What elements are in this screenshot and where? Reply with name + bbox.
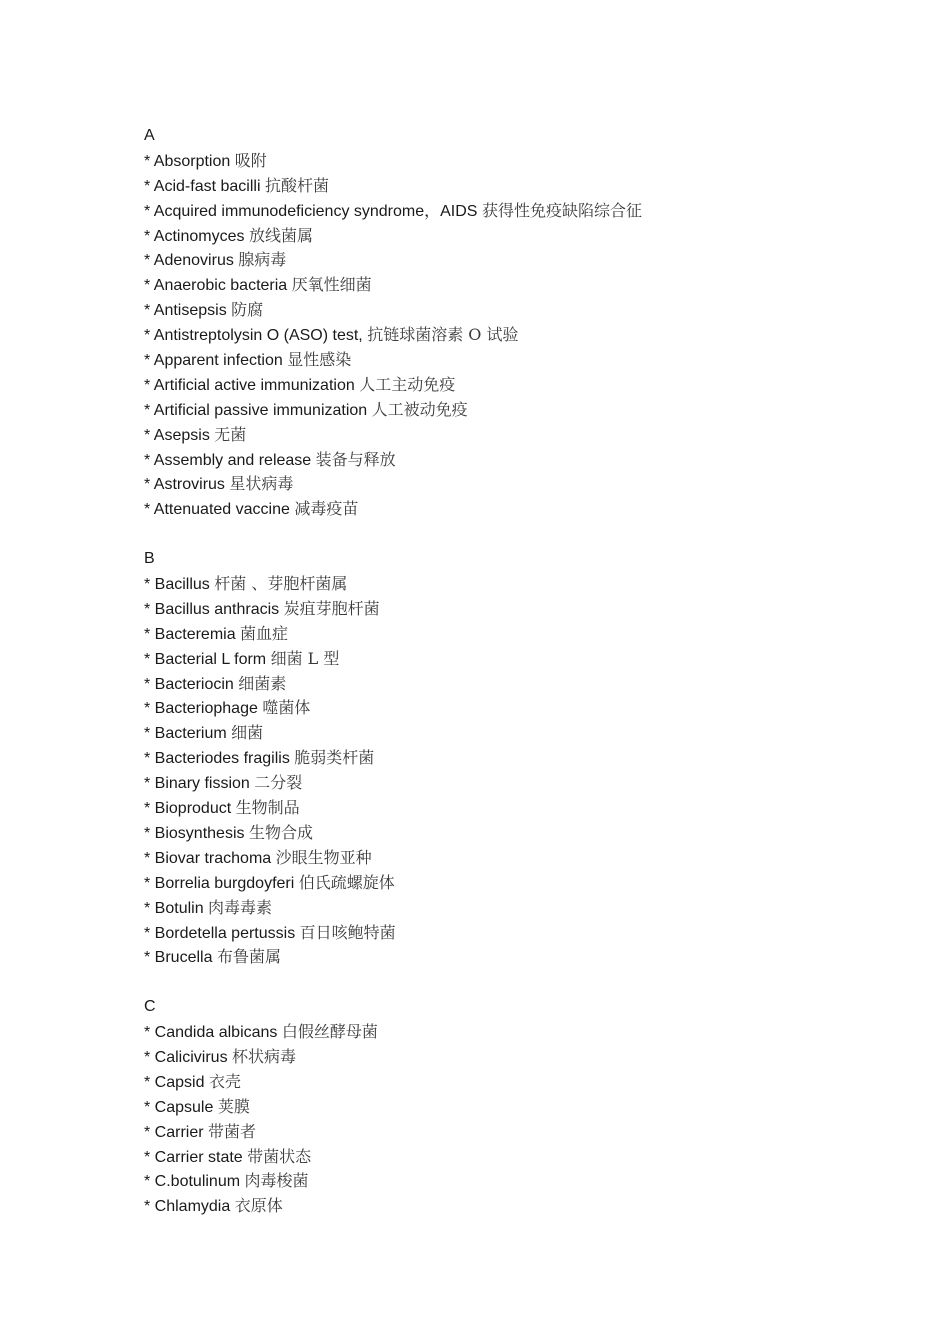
entry-english: * Acid-fast bacilli [144,177,261,195]
entry-english: * Adenovirus [144,252,234,270]
entry-english: * Antisepsis [144,302,227,320]
section-c [144,995,904,1219]
glossary-entry [144,472,904,497]
glossary-entry [144,1045,904,1070]
entry-chinese: 菌血症 [240,623,289,643]
entry-english: * Absorption [144,152,231,170]
glossary-entry [144,846,904,871]
glossary-entry [144,348,904,373]
glossary-entry [144,1120,904,1145]
entry-english: * Calicivirus [144,1048,228,1066]
glossary-entry [144,771,904,796]
entry-chinese: 带菌者 [208,1121,257,1141]
glossary-entry [144,149,904,174]
entry-english: * Brucella [144,949,213,967]
entry-chinese: 杆菌 、芽胞杆菌属 [214,574,348,594]
entry-chinese: 炭疽芽胞杆菌 [283,598,380,618]
entry-chinese: 衣壳 [208,1071,241,1091]
glossary-entry [144,821,904,846]
glossary-entry [144,672,904,697]
entry-chinese: 防腐 [231,300,264,320]
glossary-entry [144,721,904,746]
glossary-entry [144,696,904,721]
entry-english: * Botulin [144,899,204,917]
entry-chinese: 细菌 [231,723,264,743]
entry-english: * Acquired immunodeficiency syndrome，AIDS [144,202,478,220]
entry-english: * Capsule [144,1098,214,1116]
entry-english: * Astrovirus [144,476,225,494]
glossary-entry [144,423,904,448]
entry-chinese: 抗酸杆菌 [264,175,329,195]
entry-chinese: 腺病毒 [238,250,287,270]
section-spacer [144,970,904,995]
entry-chinese: 噬菌体 [262,698,311,718]
entry-english: * Bacterium [144,725,227,743]
entry-english: * Asepsis [144,426,210,444]
entry-english: * Candida albicans [144,1024,278,1042]
entry-english: * Bacteremia [144,625,236,643]
section-spacer [144,522,904,547]
glossary-entry [144,497,904,522]
entry-chinese: 肉毒梭菌 [244,1171,309,1191]
glossary-entry [144,1070,904,1095]
entry-english: * Bacillus anthracis [144,600,280,618]
entry-english: * Bacteriodes fragilis [144,750,290,768]
entry-chinese: 布鲁菌属 [216,947,281,967]
entry-english: * Bioproduct [144,800,232,818]
entry-chinese: 细菌 L 型 [270,648,340,668]
entry-chinese: 显性感染 [287,350,352,370]
entry-english: * C.botulinum [144,1173,241,1191]
entry-chinese: 吸附 [234,150,267,170]
entry-chinese: 生物制品 [235,798,300,818]
entry-chinese: 沙眼生物亚种 [275,847,372,867]
entry-chinese: 无菌 [214,424,247,444]
glossary-entry [144,1020,904,1045]
entry-english: * Bacterial L form [144,650,267,668]
entry-english: * Bacteriophage [144,700,258,718]
entry-english: * Artificial passive immunization [144,401,368,419]
entry-chinese: 百日咳鲍特菌 [299,922,396,942]
glossary-entry [144,945,904,970]
entry-chinese: 细菌素 [238,673,287,693]
section-letter: C [144,998,156,1016]
glossary-entry [144,298,904,323]
entry-english: * Binary fission [144,775,250,793]
glossary-entry [144,597,904,622]
glossary-entry [144,323,904,348]
entry-english: * Bacillus [144,576,210,594]
entry-english: * Biovar trachoma [144,849,272,867]
glossary-entry [144,1194,904,1219]
entry-english: * Apparent infection [144,352,283,370]
entry-chinese: 生物合成 [248,822,313,842]
glossary-entry [144,746,904,771]
glossary-entry [144,174,904,199]
entry-english: * Biosynthesis [144,824,245,842]
entry-chinese: 厌氧性细菌 [291,275,372,295]
glossary-entry [144,273,904,298]
entry-chinese: 星状病毒 [229,474,294,494]
glossary-entry [144,248,904,273]
entry-english: * Capsid [144,1073,205,1091]
glossary-entry [144,647,904,672]
entry-chinese: 衣原体 [234,1196,283,1216]
glossary-entry [144,1169,904,1194]
entry-english: * Bordetella pertussis [144,924,296,942]
entry-chinese: 杯状病毒 [232,1046,297,1066]
glossary-entry [144,572,904,597]
glossary-entry [144,1095,904,1120]
entry-chinese: 人工主动免疫 [359,374,456,394]
glossary-entry [144,921,904,946]
glossary-entry [144,622,904,647]
glossary-entry [144,448,904,473]
entry-chinese: 带菌状态 [247,1146,312,1166]
glossary-entry [144,398,904,423]
glossary-document [144,124,904,1219]
glossary-entry [144,224,904,249]
entry-chinese: 肉毒毒素 [208,897,273,917]
entry-english: * Carrier [144,1123,204,1141]
entry-chinese: 二分裂 [254,773,303,793]
entry-chinese: 荚膜 [217,1096,250,1116]
entry-chinese: 减毒疫苗 [294,499,359,519]
entry-english: * Chlamydia [144,1198,231,1216]
glossary-entry [144,199,904,224]
section-letter: A [144,127,155,144]
entry-english: * Borrelia burgdoyferi [144,874,295,892]
entry-english: * Antistreptolysin O (ASO) test, [144,327,363,345]
entry-english: * Artificial active immunization [144,376,355,394]
section-b [144,547,904,970]
entry-chinese: 人工被动免疫 [371,399,468,419]
glossary-entry [144,1145,904,1170]
entry-chinese: 装备与释放 [315,449,396,469]
glossary-entry [144,373,904,398]
entry-chinese: 获得性免疫缺陷综合征 [481,200,642,220]
entry-english: * Carrier state [144,1148,243,1166]
entry-chinese: 放线菌属 [248,225,313,245]
glossary-entry [144,796,904,821]
entry-chinese: 抗链球菌溶素 O 试验 [367,325,519,345]
section-letter: B [144,550,155,568]
entry-english: * Assembly and release [144,451,312,469]
entry-english: * Attenuated vaccine [144,501,290,519]
entry-english: * Actinomyces [144,227,245,245]
entry-english: * Anaerobic bacteria [144,277,288,295]
section-a [144,124,904,522]
glossary-entry [144,896,904,921]
entry-chinese: 脆弱类杆菌 [294,748,375,768]
glossary-entry [144,871,904,896]
entry-chinese: 白假丝酵母菌 [281,1022,378,1042]
entry-chinese: 伯氏疏螺旋体 [298,872,395,892]
entry-english: * Bacteriocin [144,675,234,693]
